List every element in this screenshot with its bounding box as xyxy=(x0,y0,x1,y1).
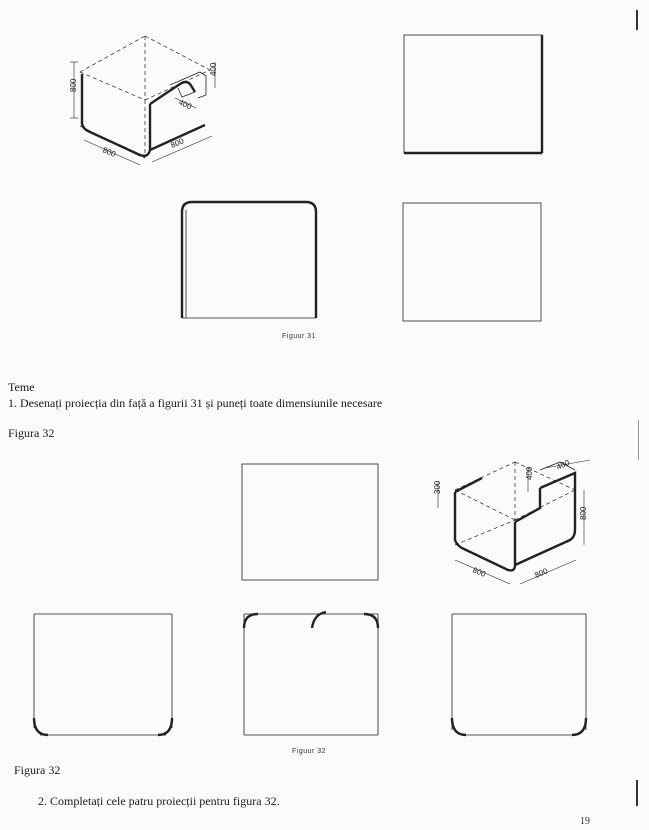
figure-31-isometric xyxy=(69,36,218,165)
dim-depth-31: 800 xyxy=(101,145,118,159)
scan-edge-mark xyxy=(636,10,638,30)
figure-31-view-front xyxy=(182,202,316,318)
figure-32-caption: Figuur 32 xyxy=(292,748,327,755)
dim-top-31: 400 xyxy=(209,62,218,76)
dim-width-31: 800 xyxy=(169,136,186,150)
scan-edge-mark-mid xyxy=(638,420,639,460)
figure-32-view-left xyxy=(34,614,172,735)
figure-32-label-footer: Figura 32 xyxy=(14,763,61,777)
figure-32-view-front xyxy=(244,614,378,735)
figure-31-view-side xyxy=(403,203,541,321)
section-heading: Teme xyxy=(8,380,35,394)
figure-31-view-top-right xyxy=(404,35,542,153)
scan-edge-mark-bottom xyxy=(636,780,638,806)
dim-width-32: 800 xyxy=(471,565,488,579)
dim-inner-31: 400 xyxy=(177,97,194,112)
dim-depth-32: 800 xyxy=(533,566,550,580)
task-1-text: 1. Desenați proiecția din față a figurii 31 și puneți toate dimensiunile necesare xyxy=(8,396,383,410)
dim-height-32: 800 xyxy=(579,506,588,520)
figure-31-caption: Figuur 31 xyxy=(282,333,317,340)
figure-32-isometric xyxy=(433,458,590,584)
figure-32-view-top xyxy=(242,464,378,580)
page-number: 19 xyxy=(580,816,590,827)
dim-slot-32: 400 xyxy=(525,466,534,480)
dim-height-31: 800 xyxy=(69,78,78,92)
dim-left-32: 300 xyxy=(433,480,442,494)
figure-32-label-cutoff: Figura 32 xyxy=(8,426,55,440)
task-2-text: 2. Completați cele patru proiecții pentru figura 32. xyxy=(38,794,280,808)
figure-32-view-right xyxy=(452,614,586,735)
dim-top-32: 400 xyxy=(555,458,571,472)
